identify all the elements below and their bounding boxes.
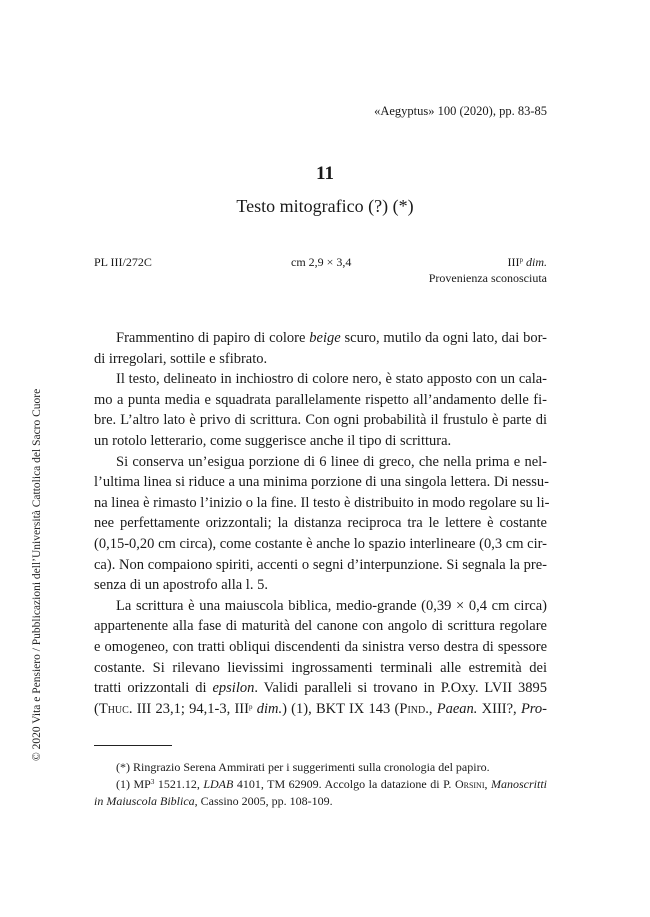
footnote-separator (94, 745, 172, 746)
text-line: costante. Si rilevano lievissimi ingrossamenti terminali alle estremità dei (94, 659, 547, 676)
text-line: di irregolari, sottile e sfibrato. (94, 350, 268, 367)
journal-reference: «Aegyptus» 100 (2020), pp. 83-85 (374, 104, 547, 118)
date-dim: dim. (526, 255, 547, 269)
papyrus-dimensions: cm 2,9 × 3,4 (291, 255, 352, 269)
text-line: appartenente alla fase di maturità del canone con angolo di scrittura regolare (94, 618, 547, 635)
text-line: La scrittura è una maiuscola biblica, medio-grande (0,39 × 0,4 cm circa) (116, 597, 547, 614)
text-line: (Thuc. III 23,1; 94,1-3, III$^p$ dim.) (1), BKT IX 143 (Pind., Paean. XIII?, Pro- (94, 700, 547, 717)
text-line: senza di un apostrofo alla l. 5. (94, 577, 268, 594)
text-line: ca). Non compaiono spiriti, accenti o segni d’interpunzione. Si segnala la pre- (94, 556, 547, 573)
footnote-star: (*) Ringrazio Serena Ammirati per i suggerimenti sulla cronologia del papiro. (116, 760, 490, 774)
text-line: Si conserva un’esigua porzione di 6 linee di greco, che nella prima e nel- (116, 453, 547, 470)
text-line: nee perfettamente orizzontali; la distanza reciproca tra le lettere è costante (94, 515, 547, 532)
text-line: l’ultima linea si riduce a una minima porzione di una singola lettera. Di nessu- (94, 474, 550, 491)
text-line: mo a punta media e squadrata parallelamente rispetto all’andamento delle fi- (94, 391, 547, 408)
copyright-side-note: © 2020 Vita e Pensiero / Pubblicazioni dell’Università Cattolica del Sacro Cuore (31, 388, 43, 761)
text-title: Testo mitografico (?) (*) (236, 196, 414, 216)
inventory-number: PL III/272C (94, 255, 152, 269)
text-line: Frammentino di papiro di colore beige scuro, mutilo da ogni lato, dai bor- (116, 330, 547, 346)
provenance: Provenienza sconosciuta (428, 271, 547, 285)
papyrus-date (508, 255, 548, 270)
text-line: bre. L’altro lato è privo di scrittura. Con ogni probabilità il frustulo è parte di (94, 412, 547, 429)
text-line: tratti orizzontali di epsilon. Validi paralleli si trovano in P.Oxy. LVII 3895 (94, 680, 547, 697)
main-text (94, 328, 550, 719)
text-line: (0,15-0,20 cm circa), come costante è anche lo spazio interlineare (0,3 cm cir- (94, 535, 547, 552)
footnote-1: (1) $MP^3$ 1521.12, LDAB 4101, TM 62909. Accolgo la datazione di P. Orsini, Manoscritti in Maiuscola Biblica, Cassino 2005, pp. 108-109. (94, 777, 547, 808)
text-line: e omogeneo, con tratti obliqui discendenti da sinistra verso destra di spessore (94, 638, 547, 655)
date-sup: p (519, 256, 523, 264)
date-century: III (507, 255, 520, 269)
text-line: na linea è rimasto l’inizio o la fine. Il testo è distribuito in modo regolare su li- (94, 494, 550, 511)
text-number: 11 (316, 163, 334, 184)
text-line: un rotolo letterario, come suggerisce anche il tipo di scrittura. (94, 432, 452, 449)
text-line: Il testo, delineato in inchiostro di colore nero, è stato apposto con un cala- (116, 371, 547, 388)
